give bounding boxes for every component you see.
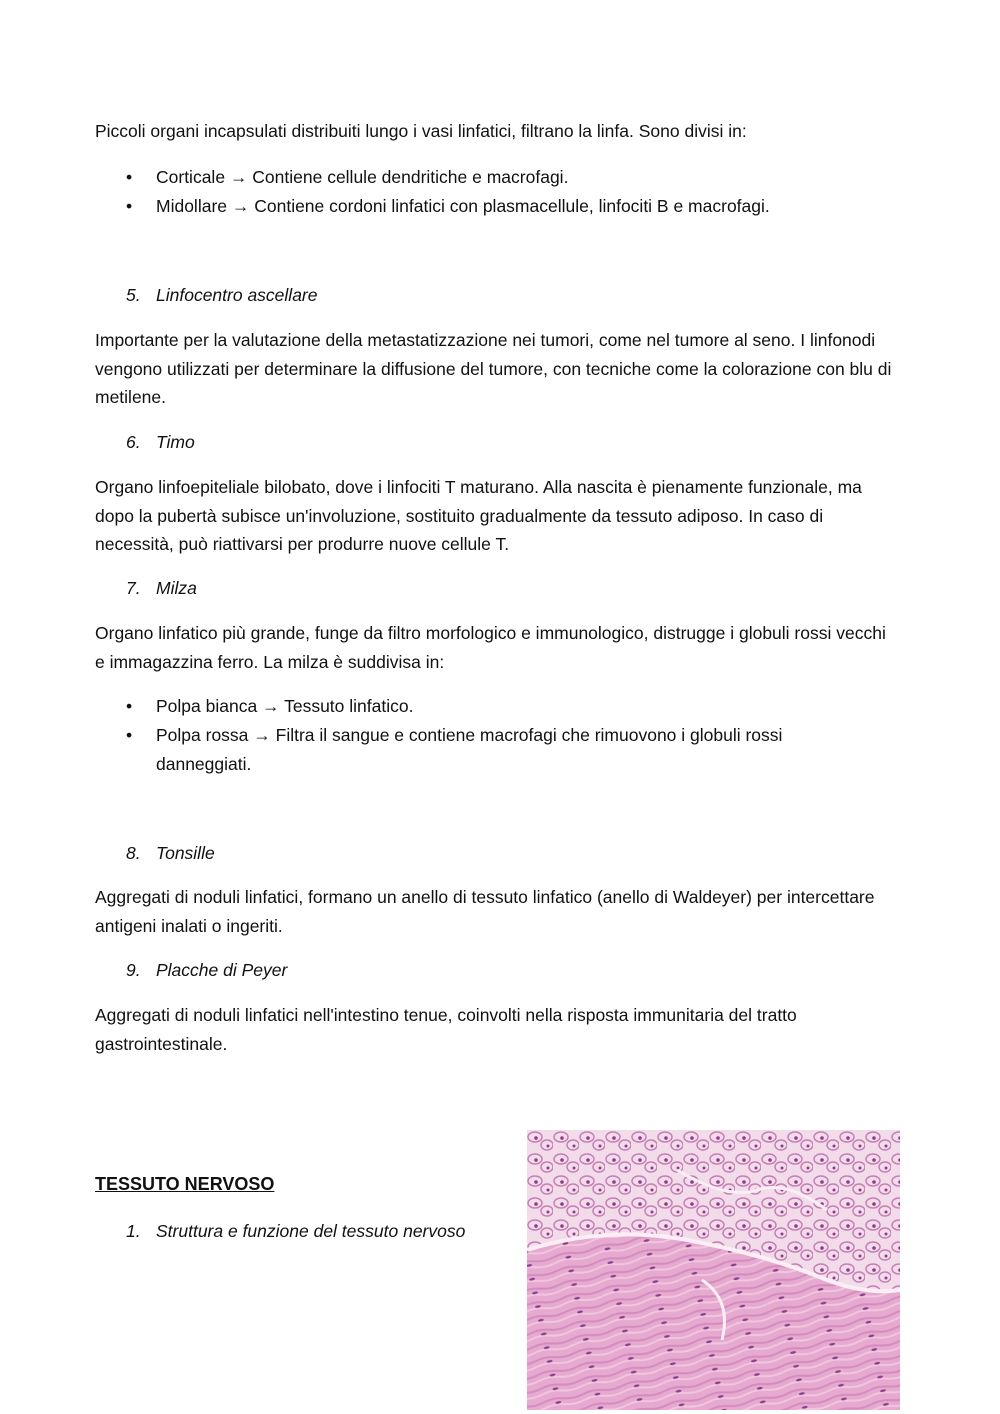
bullet-icon: • [126,167,133,187]
section-title: Tonsille [156,843,215,863]
section-title: Timo [156,432,195,452]
section-text: Importante per la valutazione della metastatizzazione nei tumori, come nel tumore al seno. I linfonodi vengono utilizzati per determinare la diffusione del tumore, con tecniche come la colorazione con blu di metilene. [95,330,892,407]
list-item-text: Corticale → Contiene cellule dendritiche e macrofagi. [156,167,569,187]
bullet-icon: • [126,696,133,716]
section-number: 1. [126,1221,141,1241]
section-heading [126,839,215,868]
section-heading [126,1217,465,1246]
section-heading [126,956,287,985]
section-number: 6. [126,432,141,452]
section-text: Organo linfoepiteliale bilobato, dove i linfociti T maturano. Alla nascita è pienamente funzionale, ma dopo la pubertà subisce un'involuzione, sostituito gradualmente da tessuto adiposo. In caso di necessità, può riattivarsi per produrre nuove cellule T. [95,477,862,554]
list-item-text: Polpa bianca → Tessuto linfatico. [156,696,414,716]
list-item-text: Polpa rossa → Filtra il sangue e contiene macrofagi che rimuovono i globuli rossi danneggiati. [156,725,783,774]
section-text: Organo linfatico più grande, funge da filtro morfologico e immunologico, distrugge i globuli rossi vecchi e immagazzina ferro. La milza è suddivisa in: [95,623,886,672]
lymph-nodes-intro: Piccoli organi incapsulati distribuiti lungo i vasi linfatici, filtrano la linfa. Sono divisi in: [95,121,747,141]
bullet-icon: • [126,196,133,216]
bullet-icon: • [126,725,133,745]
section-title: Placche di Peyer [156,960,288,980]
section-number: 8. [126,843,141,863]
section-heading [126,281,317,310]
section-number: 5. [126,285,141,305]
section-number: 9. [126,960,141,980]
histology-image [527,1130,900,1410]
section-title: Linfocentro ascellare [156,285,318,305]
section-text: Aggregati di noduli linfatici nell'intestino tenue, coinvolti nella risposta immunitaria del tratto gastrointestinale. [95,1005,797,1054]
section-heading [126,428,195,457]
section-heading [126,574,197,603]
chapter-title: TESSUTO NERVOSO [95,1174,275,1194]
list-item-text: Midollare → Contiene cordoni linfatici con plasmacellule, linfociti B e macrofagi. [156,196,770,216]
section-title: Milza [156,578,197,598]
section-number: 7. [126,578,141,598]
section-text: Aggregati di noduli linfatici, formano un anello di tessuto linfatico (anello di Waldeyer) per intercettare antigeni inalati o ingeriti. [95,887,875,936]
section-title: Struttura e funzione del tessuto nervoso [156,1221,466,1241]
